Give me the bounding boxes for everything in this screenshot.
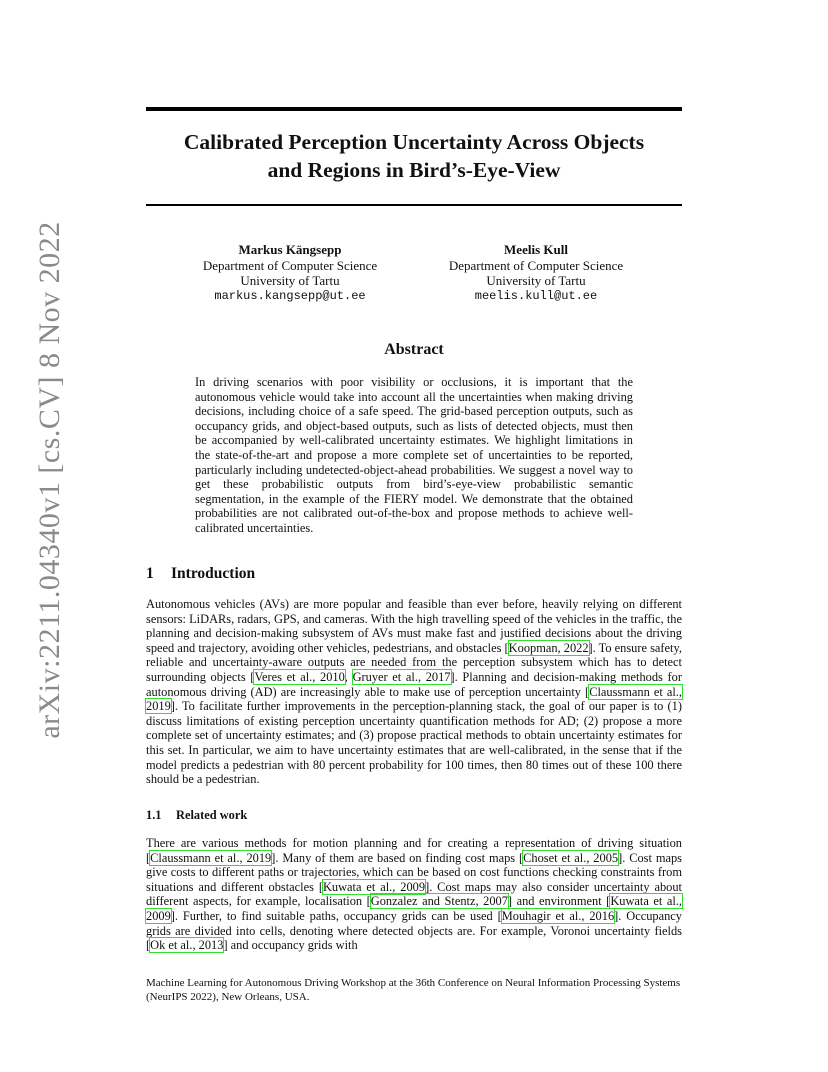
text-run: ]. Cost maps give costs to different paths or trajectories, which can be based on cost functions checking constraints from situations and different obstacles [: [146, 850, 682, 894]
text-run: There are various methods for motion planning and for creating a representation of driving situation [: [146, 836, 682, 865]
title-line-2: and Regions in Bird’s-Eye-View: [267, 158, 561, 182]
text-run: ]. Further, to find suitable paths, occupancy grids can be used [: [170, 908, 502, 923]
title-line-1: Calibrated Perception Uncertainty Across Objects: [183, 130, 645, 154]
author-email[interactable]: meelis.kull@ut.ee: [474, 288, 598, 303]
citation-link[interactable]: Claussmann et al., 2019: [150, 850, 272, 865]
subsection-heading-related-work: [146, 808, 247, 823]
text-run: ,: [344, 669, 353, 684]
author-block-1: [190, 242, 390, 304]
text-run: Autonomous vehicles (AVs) are more popular and feasible than ever before, heavily relying on different sensors: LiDARs, radars, GPS, and cameras. With the high travelling speed of the vehicles in the traffic, the planning and decision-making subsystem of AVs must make fast and justified decisions about the driving speed and trajectory, avoiding other vehicles, pedestrians, and obstacles [: [146, 597, 682, 655]
citation-link[interactable]: Gruyer et al., 2017: [352, 669, 451, 684]
abstract-text: In driving scenarios with poor visibility or occlusions, it is important that the autonomous vehicle would take into account all the uncertainties when making driving decisions, including choice of a safe speed. The grid-based perception outputs, such as occupancy grids, and object-based outputs, such as lists of detected objects, must then be accompanied by well-calibrated uncertainty estimates. We highlight limitations in the state-of-the-art and propose a more complete set of uncertainties to be reported, particularly including undetected-object-ahead probabilities. We suggest a novel way to get these probabilistic outputs from bird’s-eye-view probabilistic semantic segmentation, in the example of the FIERY model. We demonstrate that the obtained probabilities are not calibrated out-of-the-box and propose methods to achieve well-calibrated uncertainties.: [195, 375, 633, 535]
top-rule: [146, 107, 682, 111]
citation-link[interactable]: Mouhagir et al., 2016: [501, 908, 615, 923]
text-run: ] and occupancy grids with: [223, 938, 358, 953]
related-work-paragraph: [146, 836, 682, 953]
author-block-2: [436, 242, 636, 304]
section-number: 1: [146, 565, 154, 582]
text-run: ]. Many of them are based on finding cost maps [: [271, 850, 524, 865]
citation-link[interactable]: Kuwata et al., 2009: [322, 879, 426, 894]
introduction-paragraph: [146, 597, 682, 787]
citation-link[interactable]: Choset et al., 2005: [523, 850, 619, 865]
text-run: ]. Planning and decision-making methods for autonomous driving (AD) are increasingly able to make use of perception uncertainty [: [146, 669, 682, 699]
subsection-number: 1.1: [146, 808, 162, 822]
citation-link[interactable]: Claussmann et al., 2019: [146, 684, 682, 714]
text-run: ]. Occupancy grids are divided into cells, denoting where detected objects are. For example, Voronoi uncertainty fields [: [146, 908, 682, 953]
section-heading-introduction: [146, 565, 255, 583]
citation-link[interactable]: Ok et al., 2013: [150, 938, 224, 953]
text-run: ]. To ensure safety, reliable and uncertainty-aware outputs are needed from the perception subsystem which has to detect surrounding objects [: [146, 640, 682, 684]
arxiv-identifier[interactable]: arXiv:2211.04340v1 [cs.CV] 8 Nov 2022: [33, 221, 66, 739]
author-university: University of Tartu: [486, 273, 586, 288]
citation-link[interactable]: Kuwata et al., 2009: [146, 894, 683, 923]
text-run: ]. Cost maps may also consider uncertainty about different aspects, for example, localisation [: [146, 879, 682, 909]
paper-title: [146, 128, 682, 184]
subsection-title: Related work: [176, 808, 248, 822]
author-name: Markus Kängsepp: [238, 242, 342, 257]
citation-link[interactable]: Gonzalez and Stentz, 2007: [370, 894, 508, 909]
citation-link[interactable]: Veres et al., 2010: [254, 669, 345, 684]
text-run: ]. To facilitate further improvements in the perception-planning stack, the goal of our paper is to (1) discuss limitations of existing perception uncertainty quantification methods for AD; (2) propose a more complete set of uncertainty estimates; and (3) propose practical methods to obtain uncertainty estimates for this set. In particular, we aim to have uncertainty estimates that are well-calibrated, in the sense that if the model predicts a pedestrian with 80 percent probability for 100 times, then 80 times out of these 100 there should be a pedestrian.: [146, 699, 682, 787]
venue-footnote: Machine Learning for Autonomous Driving Workshop at the 36th Conference on Neural Information Processing Systems (NeurIPS 2022), New Orleans, USA.: [146, 977, 681, 1003]
citation-link[interactable]: Koopman, 2022: [508, 640, 589, 655]
author-university: University of Tartu: [240, 273, 340, 288]
author-email[interactable]: markus.kangsepp@ut.ee: [214, 288, 366, 303]
bottom-rule: [146, 204, 682, 206]
author-name: Meelis Kull: [504, 242, 568, 257]
text-run: ] and environment [: [507, 894, 611, 909]
author-department: Department of Computer Science: [202, 257, 378, 273]
abstract-heading: Abstract: [384, 341, 444, 358]
section-title: Introduction: [171, 565, 256, 582]
author-department: Department of Computer Science: [448, 257, 624, 273]
